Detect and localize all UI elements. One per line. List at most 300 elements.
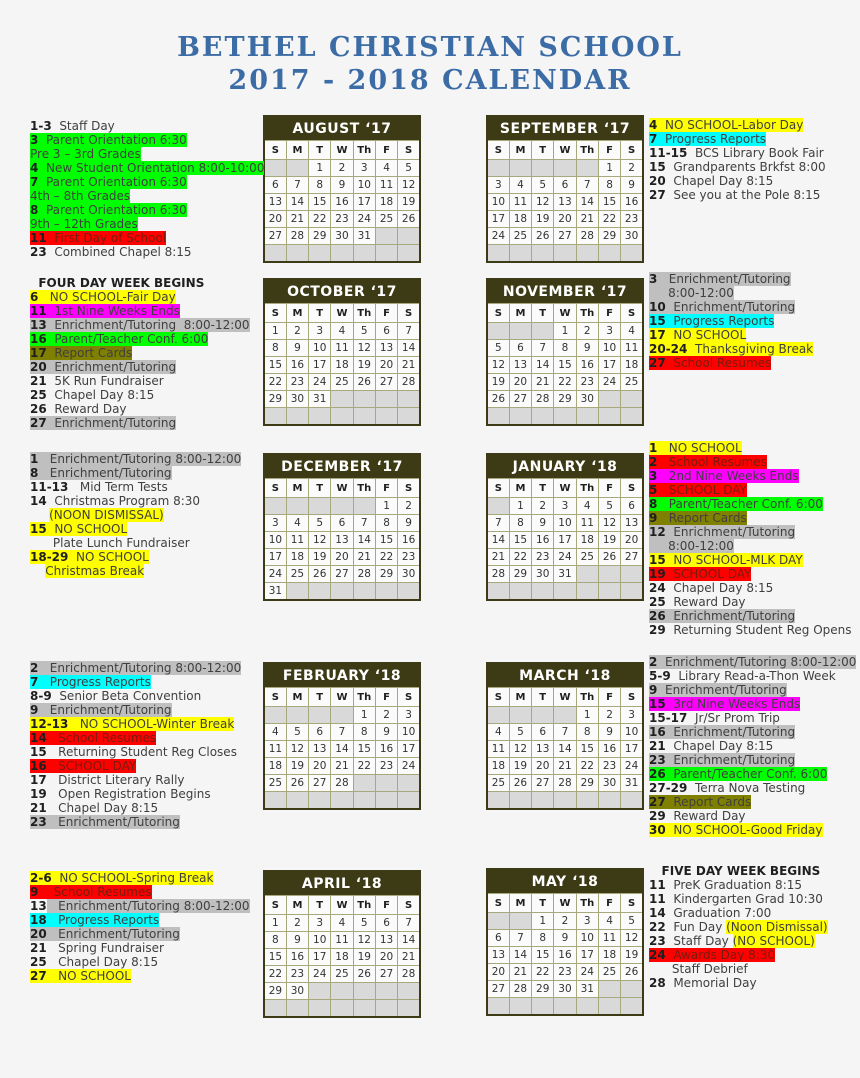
event-text: 9th – 12th Grades xyxy=(30,217,138,231)
weekday-header: T xyxy=(532,688,554,707)
event-date: 14 xyxy=(30,494,47,508)
day-cell: 25 xyxy=(331,374,353,391)
day-cell-empty xyxy=(487,160,509,177)
event-text: Parent Orientation 6:30 xyxy=(38,175,187,189)
day-cell: 20 xyxy=(375,949,397,966)
day-cell: 19 xyxy=(286,758,308,775)
day-cell: 27 xyxy=(532,775,554,792)
day-cell-empty xyxy=(598,583,620,601)
day-cell: 1 xyxy=(353,707,375,724)
day-cell: 29 xyxy=(576,775,598,792)
weekday-header: M xyxy=(509,894,531,913)
day-cell: 23 xyxy=(286,966,308,983)
day-cell: 19 xyxy=(621,947,643,964)
day-cell: 27 xyxy=(621,549,643,566)
event-text: School Resumes xyxy=(657,455,767,469)
day-cell-empty xyxy=(621,391,643,408)
day-cell: 17 xyxy=(576,947,598,964)
day-cell: 15 xyxy=(264,357,286,374)
day-cell: 27 xyxy=(375,966,397,983)
day-cell: 28 xyxy=(398,966,420,983)
day-cell: 14 xyxy=(398,932,420,949)
day-cell: 26 xyxy=(598,549,620,566)
day-cell-empty xyxy=(487,998,509,1016)
event-date: 17 xyxy=(649,328,666,342)
event-text: Chapel Day 8:15 xyxy=(665,174,774,188)
day-cell: 12 xyxy=(532,194,554,211)
weekday-header: S xyxy=(264,141,286,160)
event-line xyxy=(30,941,250,955)
event-text: NO SCHOOL-Labor Day xyxy=(657,118,804,132)
day-cell: 9 xyxy=(286,932,308,949)
day-cell: 1 xyxy=(554,323,576,340)
day-cell-empty xyxy=(331,391,353,408)
day-cell: 22 xyxy=(264,966,286,983)
event-line xyxy=(30,416,250,430)
weekday-header: T xyxy=(309,688,331,707)
day-cell-empty xyxy=(598,391,620,408)
event-text: First Day of School xyxy=(46,231,167,245)
day-cell: 12 xyxy=(309,532,331,549)
weekday-header: Th xyxy=(353,896,375,915)
day-cell-empty xyxy=(264,408,286,426)
weekday-header: M xyxy=(509,141,531,160)
weekday-header: Th xyxy=(576,479,598,498)
day-cell-empty xyxy=(554,583,576,601)
day-cell: 13 xyxy=(375,340,397,357)
day-cell: 17 xyxy=(621,741,643,758)
day-cell: 22 xyxy=(532,964,554,981)
day-cell: 13 xyxy=(509,357,531,374)
event-date: 20-24 xyxy=(649,342,688,356)
day-cell: 20 xyxy=(264,211,286,228)
day-cell-empty xyxy=(576,160,598,177)
day-cell: 13 xyxy=(554,194,576,211)
event-line xyxy=(649,286,813,300)
event-date: 27 xyxy=(649,356,666,370)
day-cell: 18 xyxy=(598,947,620,964)
day-cell: 26 xyxy=(509,775,531,792)
day-cell: 1 xyxy=(309,160,331,177)
weekday-header: W xyxy=(554,479,576,498)
day-cell: 7 xyxy=(398,915,420,932)
day-cell: 15 xyxy=(576,741,598,758)
event-text: NO SCHOOL-Spring Break xyxy=(51,871,214,885)
event-text: Enrichment/Tutoring 8:00-12:00 xyxy=(38,452,242,466)
event-date: 8 xyxy=(649,497,658,511)
day-cell-empty xyxy=(331,583,353,601)
day-cell-empty xyxy=(398,391,420,408)
day-cell: 28 xyxy=(509,981,531,998)
day-cell: 10 xyxy=(598,340,620,357)
day-cell: 1 xyxy=(509,498,531,515)
day-cell: 20 xyxy=(554,211,576,228)
weekday-header: W xyxy=(554,894,576,913)
day-cell: 29 xyxy=(554,391,576,408)
event-line xyxy=(649,864,828,878)
day-cell-empty xyxy=(375,228,397,245)
day-cell-empty xyxy=(576,566,598,583)
day-cell: 31 xyxy=(621,775,643,792)
event-text: Enrichment/Tutoring xyxy=(665,525,796,539)
day-cell-empty xyxy=(554,707,576,724)
event-date: 26 xyxy=(30,402,47,416)
event-text: NO SCHOOL xyxy=(665,328,747,342)
event-text: Christmas Program 8:30 xyxy=(46,494,201,508)
day-cell: 24 xyxy=(554,549,576,566)
day-cell-empty xyxy=(576,792,598,810)
day-cell: 11 xyxy=(509,194,531,211)
month-title: JANUARY ‘18 xyxy=(487,454,643,479)
day-cell: 21 xyxy=(398,949,420,966)
event-date: 19 xyxy=(649,567,666,581)
day-cell: 3 xyxy=(353,160,375,177)
event-date: 7 xyxy=(649,132,658,146)
event-text: Senior Beta Convention xyxy=(51,689,202,703)
day-cell: 28 xyxy=(487,566,509,583)
event-line xyxy=(30,388,250,402)
day-cell: 12 xyxy=(353,340,375,357)
day-cell: 21 xyxy=(554,758,576,775)
event-text: Chapel Day 8:15 xyxy=(46,801,159,815)
weekday-header: S xyxy=(398,896,420,915)
day-cell: 16 xyxy=(598,741,620,758)
day-cell: 17 xyxy=(309,949,331,966)
event-text: Progress Reports xyxy=(46,913,160,927)
day-cell: 23 xyxy=(621,211,643,228)
event-text: NO SCHOOL xyxy=(68,550,149,564)
day-cell: 13 xyxy=(264,194,286,211)
day-cell-empty xyxy=(353,408,375,426)
event-date: 1 xyxy=(30,452,39,466)
day-cell: 6 xyxy=(532,724,554,741)
day-cell: 22 xyxy=(309,211,331,228)
day-cell: 17 xyxy=(264,549,286,566)
day-cell: 16 xyxy=(554,947,576,964)
day-cell: 17 xyxy=(398,741,420,758)
day-cell: 2 xyxy=(331,160,353,177)
day-cell: 22 xyxy=(353,758,375,775)
day-cell: 4 xyxy=(286,515,308,532)
day-cell: 23 xyxy=(331,211,353,228)
event-date: 21 xyxy=(30,374,47,388)
day-cell: 25 xyxy=(331,966,353,983)
day-cell: 10 xyxy=(353,177,375,194)
event-line xyxy=(30,508,241,522)
event-date: 20 xyxy=(30,927,47,941)
day-cell: 23 xyxy=(554,964,576,981)
events-november xyxy=(649,272,813,370)
day-cell-empty xyxy=(264,160,286,177)
day-cell: 5 xyxy=(487,340,509,357)
day-cell: 18 xyxy=(621,357,643,374)
event-line xyxy=(649,767,856,781)
day-cell: 30 xyxy=(331,228,353,245)
event-date: 11 xyxy=(30,231,47,245)
day-cell-empty xyxy=(621,566,643,583)
weekday-header: Th xyxy=(576,688,598,707)
event-date: 27-29 xyxy=(649,781,688,795)
event-text: Enrichment/Tutoring xyxy=(46,927,180,941)
event-text: Enrichment/Tutoring xyxy=(665,300,796,314)
day-cell: 20 xyxy=(309,758,331,775)
event-text: Memorial Day xyxy=(665,976,757,990)
day-cell-empty xyxy=(554,998,576,1016)
day-cell: 25 xyxy=(375,211,397,228)
events-december xyxy=(30,452,241,578)
event-line xyxy=(649,314,813,328)
day-cell: 1 xyxy=(598,160,620,177)
event-date: 15 xyxy=(649,697,666,711)
day-cell: 16 xyxy=(331,194,353,211)
event-text: Chapel Day 8:15 xyxy=(46,388,155,402)
day-cell: 25 xyxy=(621,374,643,391)
calendar-year: 2017 - 2018 CALENDAR xyxy=(228,65,632,96)
day-cell: 5 xyxy=(621,913,643,930)
event-text: Progress Reports xyxy=(38,675,151,689)
day-cell: 14 xyxy=(353,532,375,549)
day-cell: 10 xyxy=(487,194,509,211)
event-line xyxy=(649,469,852,483)
event-line xyxy=(649,328,813,342)
day-cell: 4 xyxy=(598,913,620,930)
event-line xyxy=(649,132,826,146)
weekday-header: S xyxy=(398,479,420,498)
day-cell-empty xyxy=(487,408,509,426)
day-cell: 9 xyxy=(576,340,598,357)
event-date: 15 xyxy=(649,160,666,174)
day-cell: 5 xyxy=(309,515,331,532)
day-cell: 19 xyxy=(353,357,375,374)
weekday-header: W xyxy=(331,304,353,323)
event-text: Chapel Day 8:15 xyxy=(665,581,774,595)
event-date: 17 xyxy=(30,773,47,787)
event-text: SCHOOL DAY xyxy=(657,483,747,497)
day-cell: 8 xyxy=(598,177,620,194)
event-text: 4th – 8th Grades xyxy=(30,189,131,203)
month-title: FEBRUARY ‘18 xyxy=(264,663,420,688)
event-line xyxy=(649,188,826,202)
event-text: Report Cards xyxy=(657,511,747,525)
event-text: Enrichment/Tutoring xyxy=(657,272,791,286)
day-cell: 3 xyxy=(554,498,576,515)
event-date: FOUR DAY WEEK BEGINS xyxy=(30,276,205,290)
day-cell-empty xyxy=(532,792,554,810)
event-line xyxy=(649,342,813,356)
weekday-header: F xyxy=(375,141,397,160)
day-cell: 2 xyxy=(286,323,308,340)
event-line xyxy=(30,536,241,550)
day-cell-empty xyxy=(375,583,397,601)
event-date: 9 xyxy=(649,511,658,525)
event-text: Parent Orientation 6:30 xyxy=(38,203,187,217)
day-cell: 22 xyxy=(375,549,397,566)
day-cell-empty xyxy=(286,408,308,426)
day-cell: 18 xyxy=(509,211,531,228)
event-date: 19 xyxy=(30,787,47,801)
event-date: 11 xyxy=(649,892,666,906)
day-cell: 8 xyxy=(532,930,554,947)
weekday-header: M xyxy=(286,141,308,160)
event-text: Spring Fundraiser xyxy=(46,941,164,955)
event-line xyxy=(649,483,852,497)
day-cell: 26 xyxy=(353,966,375,983)
day-cell-empty xyxy=(621,792,643,810)
day-cell: 30 xyxy=(286,983,308,1000)
day-cell: 21 xyxy=(576,211,598,228)
day-cell: 27 xyxy=(375,374,397,391)
event-line xyxy=(30,276,250,290)
weekday-header: M xyxy=(286,688,308,707)
day-cell: 26 xyxy=(621,964,643,981)
event-line xyxy=(649,878,828,892)
day-cell: 22 xyxy=(264,374,286,391)
day-cell: 27 xyxy=(331,566,353,583)
day-cell: 1 xyxy=(264,323,286,340)
day-cell-empty xyxy=(375,983,397,1000)
event-line xyxy=(649,739,856,753)
day-cell-empty xyxy=(309,245,331,263)
day-cell: 8 xyxy=(576,724,598,741)
day-cell: 17 xyxy=(309,357,331,374)
event-line xyxy=(649,683,856,697)
day-cell-empty xyxy=(264,498,286,515)
day-cell-empty xyxy=(532,323,554,340)
weekday-header: T xyxy=(309,479,331,498)
event-line xyxy=(30,480,241,494)
month-title: SEPTEMBER ‘17 xyxy=(487,116,643,141)
day-cell: 16 xyxy=(532,532,554,549)
event-text: SCHOOL DAY xyxy=(665,567,752,581)
event-text: Reward Day xyxy=(46,402,127,416)
event-text: Parent/Teacher Conf. 6:00 xyxy=(665,767,828,781)
event-date: 18-29 xyxy=(30,550,69,564)
day-cell: 1 xyxy=(375,498,397,515)
day-cell: 25 xyxy=(509,228,531,245)
event-text: Enrichment/Tutoring xyxy=(657,683,787,697)
event-date: 11-13 xyxy=(30,480,69,494)
event-line xyxy=(649,609,852,623)
event-line xyxy=(649,711,856,725)
event-date: 15 xyxy=(30,745,47,759)
day-cell: 6 xyxy=(509,340,531,357)
event-line xyxy=(30,773,241,787)
day-cell: 13 xyxy=(331,532,353,549)
day-cell-empty xyxy=(375,391,397,408)
day-cell: 8 xyxy=(554,340,576,357)
events-may xyxy=(649,864,828,990)
day-cell: 14 xyxy=(398,340,420,357)
event-date: FIVE DAY WEEK BEGINS xyxy=(649,864,821,878)
event-line xyxy=(649,781,856,795)
day-cell-empty xyxy=(509,583,531,601)
day-cell: 8 xyxy=(264,932,286,949)
event-line xyxy=(30,955,250,969)
event-line xyxy=(30,745,241,759)
day-cell: 1 xyxy=(264,915,286,932)
event-line xyxy=(30,290,250,304)
event-line xyxy=(649,823,856,837)
day-cell-empty xyxy=(309,498,331,515)
event-date: 23 xyxy=(649,753,666,767)
day-cell: 31 xyxy=(554,566,576,583)
event-text: 2nd Nine Weeks Ends xyxy=(657,469,799,483)
event-text: Reward Day xyxy=(665,809,746,823)
day-cell: 20 xyxy=(375,357,397,374)
day-cell-empty xyxy=(487,913,509,930)
weekday-header: S xyxy=(487,894,509,913)
day-cell-empty xyxy=(509,792,531,810)
event-line xyxy=(30,675,241,689)
event-line xyxy=(30,815,241,829)
weekday-header: S xyxy=(264,479,286,498)
weekday-header: F xyxy=(598,141,620,160)
day-cell-empty xyxy=(576,583,598,601)
weekday-header: F xyxy=(598,688,620,707)
weekday-header: Th xyxy=(353,141,375,160)
event-text: Mid Term Tests xyxy=(68,480,168,494)
event-date: 16 xyxy=(649,725,666,739)
event-line xyxy=(30,801,241,815)
day-cell: 23 xyxy=(286,374,308,391)
event-date: 21 xyxy=(30,941,47,955)
event-date: 14 xyxy=(30,731,47,745)
day-cell: 13 xyxy=(487,947,509,964)
day-cell-empty xyxy=(264,707,286,724)
day-cell: 17 xyxy=(598,357,620,374)
event-line xyxy=(649,809,856,823)
day-cell: 31 xyxy=(576,981,598,998)
day-cell: 25 xyxy=(598,964,620,981)
event-date: 2 xyxy=(649,655,658,669)
day-cell: 4 xyxy=(509,177,531,194)
day-cell-empty xyxy=(554,408,576,426)
day-cell: 22 xyxy=(576,758,598,775)
event-text: New Student Orientation 8:00-10:00 xyxy=(38,161,265,175)
event-text: NO SCHOOL xyxy=(657,441,742,455)
event-date: 4 xyxy=(649,118,658,132)
event-text: Plate Lunch Fundraiser xyxy=(30,536,190,550)
event-text: Chapel Day 8:15 xyxy=(46,955,159,969)
event-line xyxy=(30,346,250,360)
day-cell-empty xyxy=(398,792,420,810)
event-line xyxy=(649,795,856,809)
day-cell-empty xyxy=(509,245,531,263)
event-line xyxy=(30,899,250,913)
day-cell-empty xyxy=(532,160,554,177)
event-line xyxy=(649,118,826,132)
day-cell: 27 xyxy=(264,228,286,245)
day-cell: 20 xyxy=(621,532,643,549)
weekday-header: W xyxy=(554,141,576,160)
event-line xyxy=(30,189,264,203)
day-cell: 16 xyxy=(286,949,308,966)
event-date: 16 xyxy=(30,759,47,773)
event-text: Progress Reports xyxy=(665,314,775,328)
day-cell-empty xyxy=(286,245,308,263)
event-date: 25 xyxy=(649,595,666,609)
day-cell: 7 xyxy=(509,930,531,947)
day-cell: 27 xyxy=(487,981,509,998)
weekday-header: S xyxy=(264,688,286,707)
events-january xyxy=(649,441,852,637)
day-cell: 2 xyxy=(598,707,620,724)
day-cell-empty xyxy=(621,998,643,1016)
event-date: 9 xyxy=(30,885,39,899)
day-cell: 5 xyxy=(286,724,308,741)
event-date: 18 xyxy=(30,913,47,927)
day-cell-empty xyxy=(353,1000,375,1018)
